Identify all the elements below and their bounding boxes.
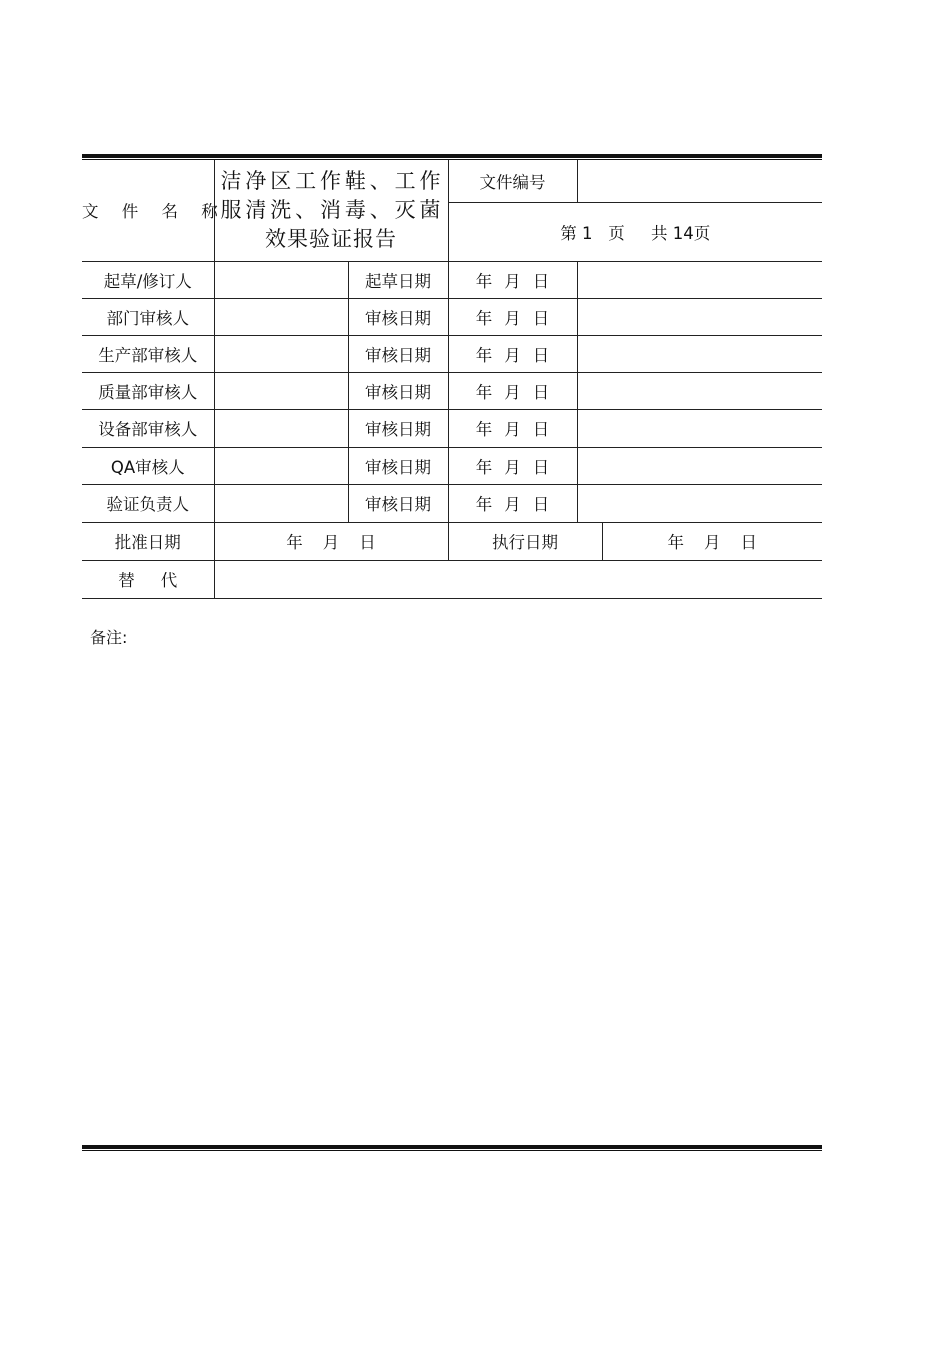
date-value[interactable] (448, 409, 577, 447)
date-value[interactable] (448, 335, 577, 372)
exec-date-label: 执行日期 (448, 522, 602, 560)
date-value[interactable] (448, 372, 577, 409)
role-label: QA审核人 (82, 447, 214, 484)
blank-cell[interactable] (577, 484, 822, 522)
date-value[interactable] (448, 261, 577, 298)
year-unit: 年 (667, 533, 684, 552)
table-row (82, 409, 822, 447)
title-line-1: 洁净区工作鞋、工作 (220, 168, 442, 193)
day-unit: 日 (532, 271, 550, 291)
day-unit: 日 (532, 420, 550, 439)
table-row (82, 372, 822, 409)
month-unit: 月 (504, 271, 521, 291)
date-label: 审核日期 (348, 409, 448, 447)
year-unit: 年 (475, 420, 493, 439)
table-row (82, 484, 822, 522)
signature-field[interactable] (214, 298, 348, 335)
day-unit: 日 (359, 533, 376, 552)
blank-cell[interactable] (577, 409, 822, 447)
doc-name-label: 文 件 名 称 (82, 202, 227, 222)
replace-value[interactable] (214, 560, 822, 598)
page-info (448, 202, 822, 261)
signature-field[interactable] (214, 261, 348, 298)
role-label: 生产部审核人 (82, 335, 214, 372)
date-label: 审核日期 (348, 447, 448, 484)
page-current: 1 (582, 223, 593, 243)
page-suffix: 页 (608, 223, 625, 243)
role-label: 部门审核人 (82, 298, 214, 335)
signature-field[interactable] (214, 335, 348, 372)
month-unit: 月 (322, 533, 340, 552)
title-line-2: 服清洗、消毒、灭菌 (220, 197, 442, 222)
role-label: 质量部审核人 (82, 372, 214, 409)
document-title (214, 160, 448, 261)
role-label: 起草/修订人 (82, 261, 214, 298)
replace-label-part: 代 (160, 571, 178, 590)
table-row (82, 261, 822, 298)
year-unit: 年 (475, 271, 493, 291)
month-unit: 月 (704, 533, 721, 552)
bottom-double-rule (82, 1145, 822, 1151)
date-label: 审核日期 (348, 484, 448, 522)
blank-cell[interactable] (577, 335, 822, 372)
replace-label-part: 替 (118, 571, 135, 590)
year-unit: 年 (475, 345, 493, 365)
month-unit: 月 (504, 457, 521, 477)
day-unit: 日 (532, 308, 550, 328)
month-unit: 月 (504, 308, 521, 328)
year-unit: 年 (475, 457, 493, 477)
month-unit: 月 (504, 420, 521, 439)
approval-date-label: 批准日期 (82, 522, 214, 560)
exec-date-value[interactable] (602, 522, 822, 560)
month-unit: 月 (504, 495, 521, 514)
date-value[interactable] (448, 447, 577, 484)
day-unit: 日 (740, 533, 757, 552)
day-unit: 日 (532, 345, 550, 365)
role-label: 验证负责人 (82, 484, 214, 522)
date-label: 起草日期 (348, 261, 448, 298)
document-control-table (82, 160, 822, 599)
month-unit: 月 (504, 345, 521, 365)
signature-field[interactable] (214, 447, 348, 484)
blank-cell[interactable] (577, 298, 822, 335)
date-label: 审核日期 (348, 335, 448, 372)
page-prefix: 第 (560, 223, 577, 243)
year-unit: 年 (475, 308, 493, 328)
total-suffix: 页 (693, 223, 711, 243)
date-label: 审核日期 (348, 298, 448, 335)
table-row (82, 335, 822, 372)
year-unit: 年 (475, 495, 493, 514)
approval-date-value[interactable] (214, 522, 448, 560)
title-line-3: 效果验证报告 (265, 226, 397, 251)
date-value[interactable] (448, 298, 577, 335)
replace-row (82, 560, 822, 598)
approval-row (82, 522, 822, 560)
date-value[interactable] (448, 484, 577, 522)
date-label: 审核日期 (348, 372, 448, 409)
note-label: 备注: (90, 628, 128, 647)
total-prefix: 共 (650, 223, 668, 243)
year-unit: 年 (286, 533, 303, 552)
year-unit: 年 (475, 382, 493, 402)
signature-field[interactable] (214, 372, 348, 409)
total-pages: 14 (672, 223, 694, 243)
table-row (82, 447, 822, 484)
doc-name-label-cell (82, 160, 227, 261)
doc-number-label: 文件编号 (448, 160, 577, 202)
doc-number-field[interactable] (577, 160, 822, 202)
day-unit: 日 (532, 457, 550, 477)
role-label: 设备部审核人 (82, 409, 214, 447)
replace-label (82, 560, 214, 598)
signature-field[interactable] (214, 409, 348, 447)
day-unit: 日 (532, 495, 550, 514)
blank-cell[interactable] (577, 372, 822, 409)
table-row (82, 298, 822, 335)
blank-cell[interactable] (577, 261, 822, 298)
signature-field[interactable] (214, 484, 348, 522)
month-unit: 月 (504, 382, 521, 402)
blank-cell[interactable] (577, 447, 822, 484)
day-unit: 日 (532, 382, 550, 402)
